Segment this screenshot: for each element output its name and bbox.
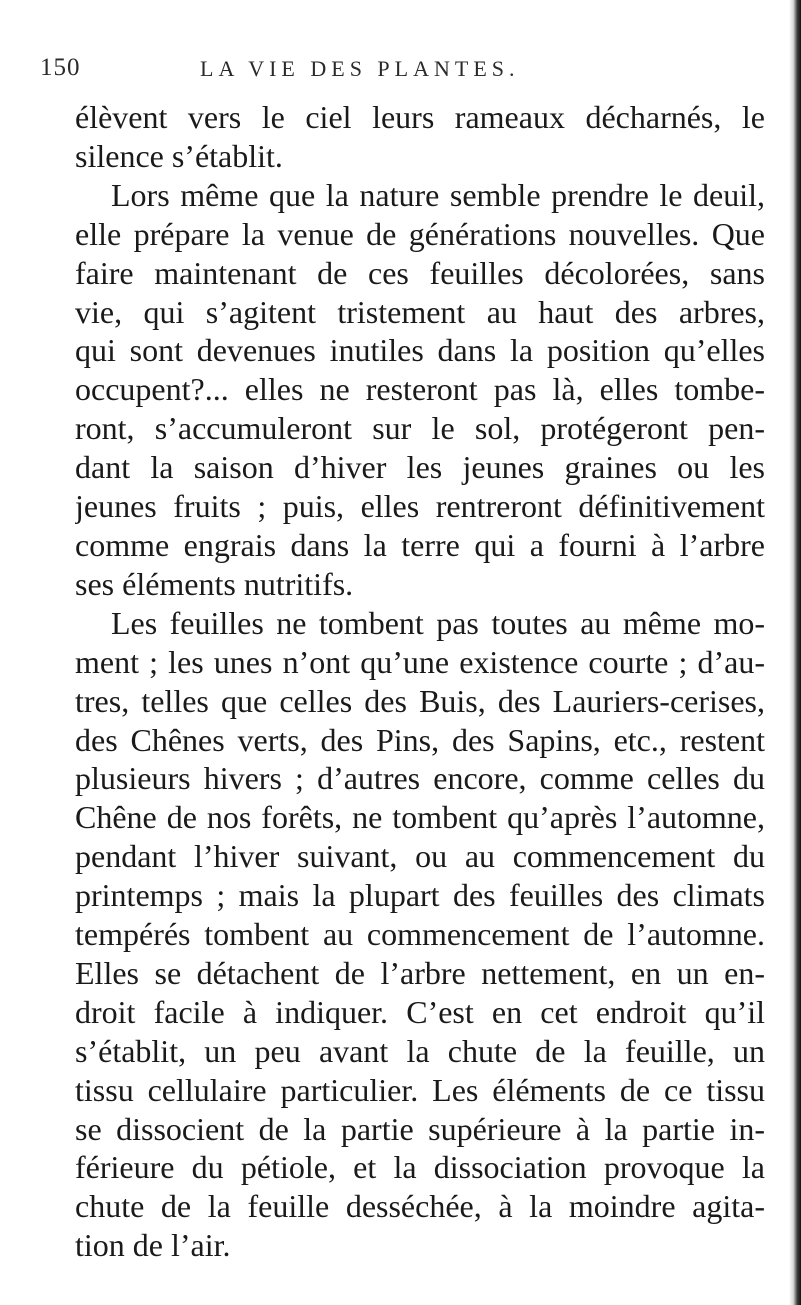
text-line: se dissocient de la partie supérieure à la partie in- (75, 1110, 765, 1147)
text-line: Elles se détachent de l’arbre nettement, en un en- (75, 954, 765, 991)
text-line: tion de l’air. (75, 1227, 231, 1264)
text-line: ront, s’accumuleront sur le sol, protégeront pen- (75, 410, 765, 447)
text-line: comme engrais dans la terre qui a fourni à l’arbre (75, 526, 765, 563)
text-line: vie, qui s’agitent tristement au haut des arbres, (75, 293, 765, 330)
text-line: tempérés tombent au commencement de l’automne. (75, 916, 765, 953)
text-line: dant la saison d’hiver les jeunes graines ou les (75, 449, 765, 486)
text-line: droit facile à indiquer. C’est en cet endroit qu’il (75, 993, 765, 1030)
text-line: ses éléments nutritifs. (75, 565, 354, 602)
text-line: s’établit, un peu avant la chute de la feuille, un (75, 1032, 765, 1069)
running-title: LA VIE DES PLANTES. (200, 56, 520, 81)
text-line: faire maintenant de ces feuilles décolorées, sans (75, 254, 765, 291)
text-line: pendant l’hiver suivant, ou au commencement du (75, 838, 765, 875)
text-line: printemps ; mais la plupart des feuilles des climats (75, 877, 765, 914)
text-line: élèvent vers le ciel leurs rameaux décharnés, le (75, 99, 765, 135)
page-number: 150 (40, 54, 81, 81)
text-line: elle prépare la venue de générations nouvelles. Que (75, 215, 765, 252)
text-line: plusieurs hivers ; d’autres encore, comme celles du (75, 760, 765, 797)
text-line: tres, telles que celles des Buis, des Lauriers-cerises, (75, 682, 765, 719)
text-line: Les feuilles ne tombent pas toutes au même mo- (111, 604, 765, 641)
text-line: Chêne de nos forêts, ne tombent qu’après l’automne, (75, 799, 765, 836)
text-line: silence s’établit. (75, 137, 283, 174)
text-line: tissu cellulaire particulier. Les éléments de ce tissu (75, 1071, 765, 1108)
page-edge-shadow (789, 0, 801, 1305)
text-line: ment ; les unes n’ont qu’une existence courte ; d’au- (75, 643, 765, 680)
text-line: des Chênes verts, des Pins, des Sapins, etc., restent (75, 721, 765, 758)
page-header (0, 54, 801, 88)
text-line: occupent?... elles ne resteront pas là, elles tombe- (75, 371, 765, 408)
text-line: qui sont devenues inutiles dans la position qu’elles (75, 332, 765, 369)
text-line: jeunes fruits ; puis, elles rentreront définitivement (75, 488, 765, 525)
body-text (75, 98, 765, 1265)
text-line: chute de la feuille desséchée, à la moindre agita- (75, 1188, 765, 1225)
text-line: férieure du pétiole, et la dissociation provoque la (75, 1149, 765, 1186)
text-line: Lors même que la nature semble prendre le deuil, (111, 176, 765, 213)
